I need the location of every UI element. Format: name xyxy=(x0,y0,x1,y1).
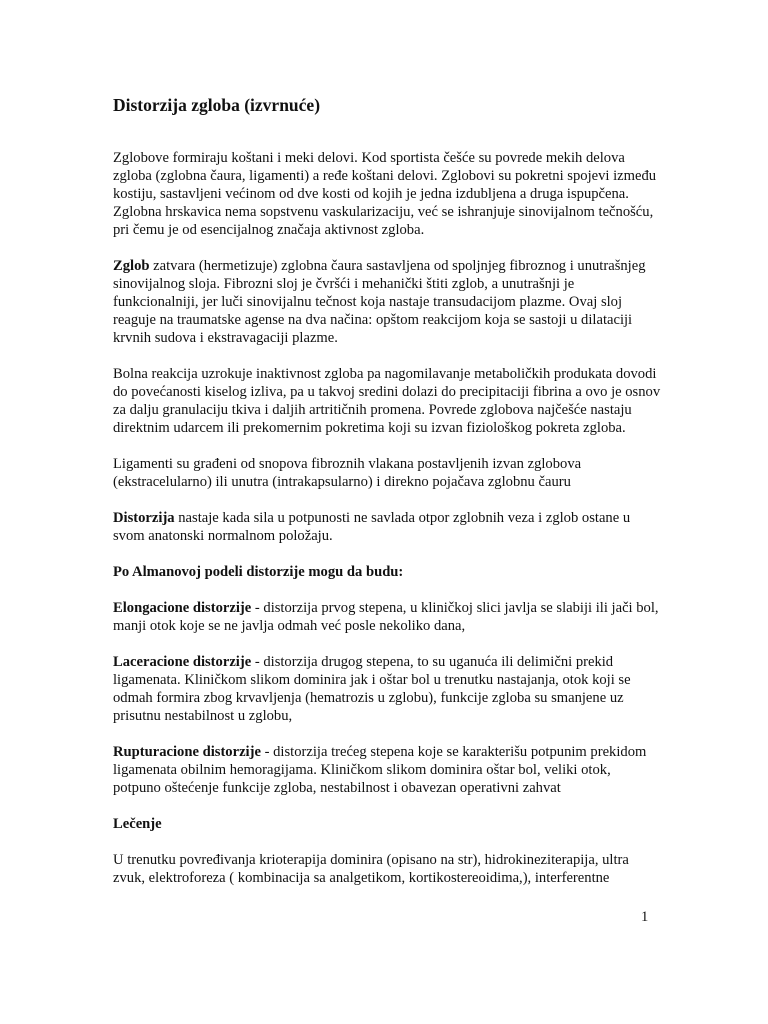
term-distorzija: Distorzija xyxy=(113,510,175,526)
paragraph-rupturacione xyxy=(113,743,661,797)
paragraph-bolna-reakcija: Bolna reakcija uzrokuje inaktivnost zgloba pa nagomilavanje metaboličkih produkata dovodi do povećanosti kiselog izliva, pa u takvoj sredini dolazi do precipitaciji fibrina a ovo je osnov za dalju granulaciju tkiva i daljih artritičnih promena. Povrede zglobova najčešće nastaju direktnim udarcem ili prekomernim pokretima koji su izvan fiziološkog pokreta zgloba. xyxy=(113,366,661,436)
paragraph-lecenje: U trenutku povređivanja krioterapija dominira (opisano na str), hidrokineziterapija, ultra zvuk, elektroforeza ( kombinacija sa analgetikom, kortikostereoidima,), interferentne xyxy=(113,852,629,886)
paragraph-zglob xyxy=(113,257,661,347)
paragraph-zglob-text: zatvara (hermetizuje) zglobna čaura sastavljena od spoljnjeg fibroznog i unutrašnjeg sinovijalnog sloja. Fibrozni sloj je čvršći i mehanički štiti zglob, a unutrašnji je funkcionalniji, jer luči sinovijalnu tečnost koja nastaje transudacijom plazme. Ovaj sloj reaguje na traumatske agense na dva načina: opštom reakcijom koja se sastoji u dilataciji krvnih sudova i ekstravagaciji plazme. xyxy=(113,258,646,346)
paragraph-laceracione-text: - distorzija drugog stepena, to su uganuća ili delimični prekid ligamenata. Kliničkom slikom dominira jak i oštar bol u trenutku nastajanja, otok koji se odmah formira zbog krvavljenja (hematrozis u zglobu), funkcije zgloba su smanjene uz prisutnu nestabilnost u zglobu, xyxy=(113,654,631,724)
heading-lecenje-text: Lečenje xyxy=(113,816,162,832)
paragraph-elongacione-text: - distorzija prvog stepena, u kliničkoj slici javlja se slabiji ili jači bol, manji otok koje se ne javlja odmah već posle nekoliko dana, xyxy=(113,600,659,634)
paragraph-distorzija-text: nastaje kada sila u potpunosti ne savlada otpor zglobnih veza i zglob ostane u svom anatonski normalnom položaju. xyxy=(113,510,631,544)
heading-lecenje xyxy=(113,815,661,833)
page-number: 1 xyxy=(641,909,649,925)
heading-almanova-podela xyxy=(113,563,661,581)
heading-almanova-podela-text: Po Almanovoj podeli distorzije mogu da budu: xyxy=(113,564,404,580)
paragraph-laceracione xyxy=(113,653,661,725)
paragraph-rupturacione-text: - distorzija trećeg stepena koje se karakterišu potpunim prekidom ligamenata obilnim hemoragijama. Kliničkom slikom dominira oštar bol, veliki otok, potpuno oštećenje funkcije zgloba, nestabilnost i obavezan operativni zahvat xyxy=(113,744,647,796)
term-zglob: Zglob xyxy=(113,258,150,274)
term-laceracione: Laceracione distorzije xyxy=(113,654,252,670)
term-rupturacione: Rupturacione distorzije xyxy=(113,744,261,760)
paragraph-distorzija xyxy=(113,509,661,545)
paragraph-ligamenti: Ligamenti su građeni od snopova fibroznih vlakana postavljenih izvan zglobova (ekstracelularno) ili unutra (intrakapsularno) i direkno pojačava zglobnu čauru xyxy=(113,456,582,490)
paragraph-elongacione xyxy=(113,599,661,635)
document-body xyxy=(113,149,661,887)
document-title: Distorzija zgloba (izvrnuće) xyxy=(113,95,321,115)
paragraph-intro: Zglobove formiraju koštani i meki delovi. Kod sportista češće su povrede mekih delova zgloba (zglobna čaura, ligamenti) a ređe koštani delovi. Zglobovi su pokretni spojevi između kostiju, sastavljeni većinom od dve kosti od kojih je jedna izdubljena a druga ispupčena. Zglobna hrskavica nema sopstvenu vaskularizaciju, već se ishranjuje sinovijalnom tečnošću, pri čemu je od esencijalnog značaja aktivnost zgloba. xyxy=(113,150,657,238)
term-elongacione: Elongacione distorzije xyxy=(113,600,252,616)
